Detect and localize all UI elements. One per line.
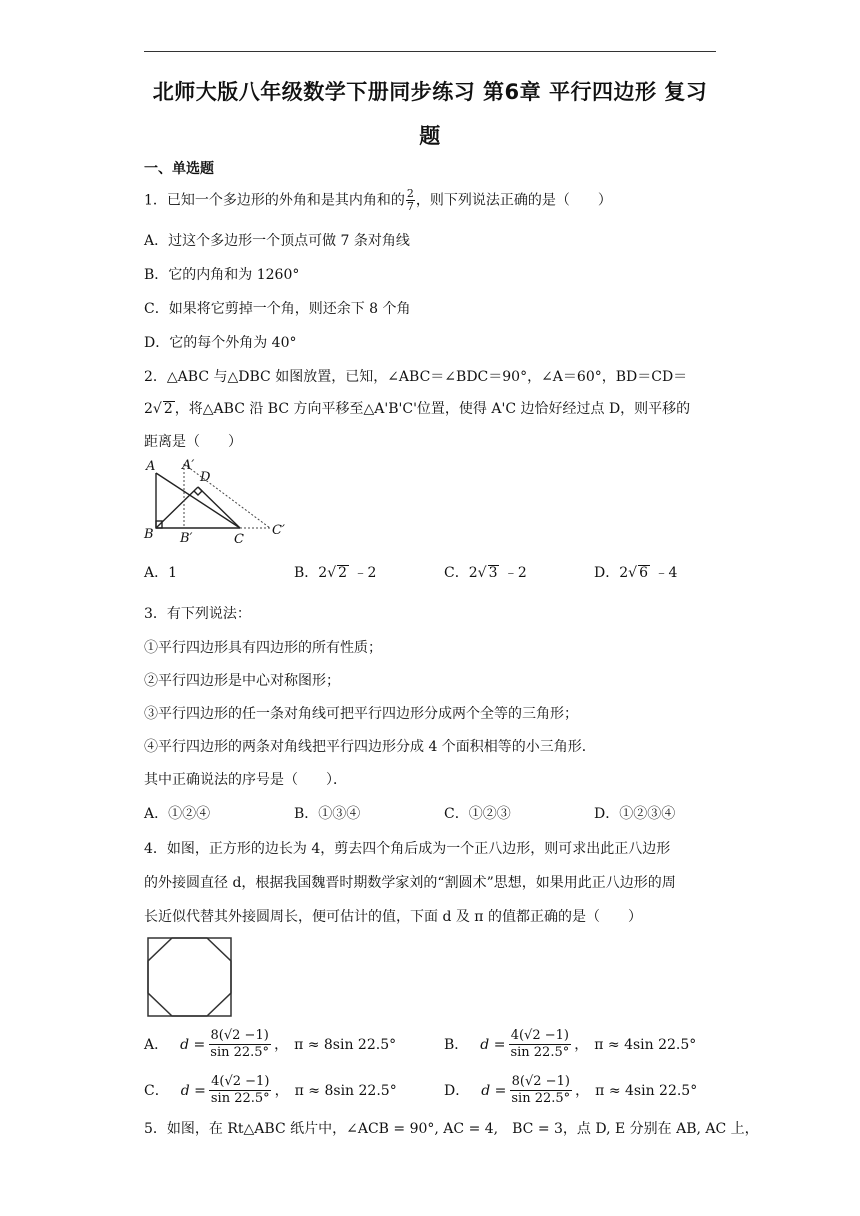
q1-option-a: A．过这个多边形一个顶点可做 7 条对角线 [144,233,410,249]
q4-option-d: D． d = $\frac{8(√2 -1)}{\sin 22.5^\circ}$ ， π ≈ 4sin 22.5° [444,1074,698,1106]
q2-option-a: A．1 [144,565,178,581]
q2-line1: 2．△ABC 与△DBC 如图放置，已知，∠ABC＝∠BDC＝90°，∠A＝60°，BD＝CD＝ [144,369,688,385]
q1-option-d: D．它的每个外角为 40° [144,335,297,351]
q3-option-a: A．①②④ [144,806,211,822]
q3-option-b: B．①③④ [294,806,361,822]
q3-option-d: D．①②③④ [594,806,676,822]
q3-item-4: ④平行四边形的两条对角线把平行四边形分成 4 个面积相等的小三角形． [144,739,596,755]
q4-option-c: C． d = $\frac{4(√2 -1)}{\sin 22.5^\circ}$ ， π ≈ 8sin 22.5° [144,1074,397,1106]
q4-option-a: A． d = $\frac{8(√2 -1)}{\sin 22.5^\circ}$ ， π ≈ 8sin 22.5° [144,1028,397,1060]
page-title-line1: 北师大版八年级数学下册同步练习 第6章 平行四边形 复习 [152,80,708,104]
q4-line2: 的外接圆直径 d，根据我国魏晋时期数学家刘的“割圆术”思想，如果用此正八边形的周 [144,875,676,891]
q2-line3: 距离是（ ） [144,434,242,450]
q2-option-c: C．2√ 3 ﹣2 [444,565,527,581]
q3-ask: 其中正确说法的序号是（ ）． [144,772,347,788]
q2-triangle-figure [140,456,300,548]
top-rule [144,51,716,52]
q4-line1: 4．如图，正方形的边长为 4，剪去四个角后成为一个正八边形，则可求出此正八边形 [144,841,671,857]
label-D: D [200,470,211,485]
q1-option-c: C．如果将它剪掉一个角，则还余下 8 个角 [144,301,411,317]
q4-octagon-figure [146,936,234,1018]
section-heading: 一、单选题 [144,161,214,177]
label-C: C [234,532,244,547]
q1-option-b: B．它的内角和为 1260° [144,267,300,283]
label-A: A [146,459,156,474]
q3-stem: 3．有下列说法： [144,606,251,622]
q2-option-b: B．2√ 2 ﹣2 [294,565,377,581]
q2-option-d: D．2√ 6 ﹣4 [594,565,678,581]
q3-item-2: ②平行四边形是中心对称图形； [144,673,340,689]
label-B-prime: B′ [180,531,193,546]
label-B: B [144,527,154,542]
label-C-prime: C′ [272,523,285,538]
q2-line2: 2√ 2 ，将△ABC 沿 BC 方向平移至△A'B'C'位置，使得 A'C 边恰好经过点 D，则平移的 [144,401,691,417]
q3-item-3: ③平行四边形的任一条对角线可把平行四边形分成两个全等的三角形； [144,706,578,722]
page-title-line2: 题 [419,124,441,148]
q1-fraction: $\frac{2}{7}$ [406,187,414,213]
label-A-prime: A′ [182,458,195,473]
q4-line3: 长近似代替其外接圆周长，便可估计的值，下面 d 及 π 的值都正确的是（ ） [144,909,642,925]
q1-stem: 1．已知一个多边形的外角和是其内角和的 $\frac{2}{7}$ ，则下列说法正确的是（ ） [144,187,612,213]
q4-option-b: B． d = $\frac{4(√2 -1)}{\sin 22.5^\circ}$ ， π ≈ 4sin 22.5° [444,1028,697,1060]
q3-option-c: C．①②③ [444,806,511,822]
q3-item-1: ①平行四边形具有四边形的所有性质； [144,640,382,656]
q5-line1: 5．如图，在 Rt△ABC 纸片中，∠ACB = 90°, AC = 4, BC = 3，点 D, E 分别在 AB, AC 上， [144,1121,759,1137]
